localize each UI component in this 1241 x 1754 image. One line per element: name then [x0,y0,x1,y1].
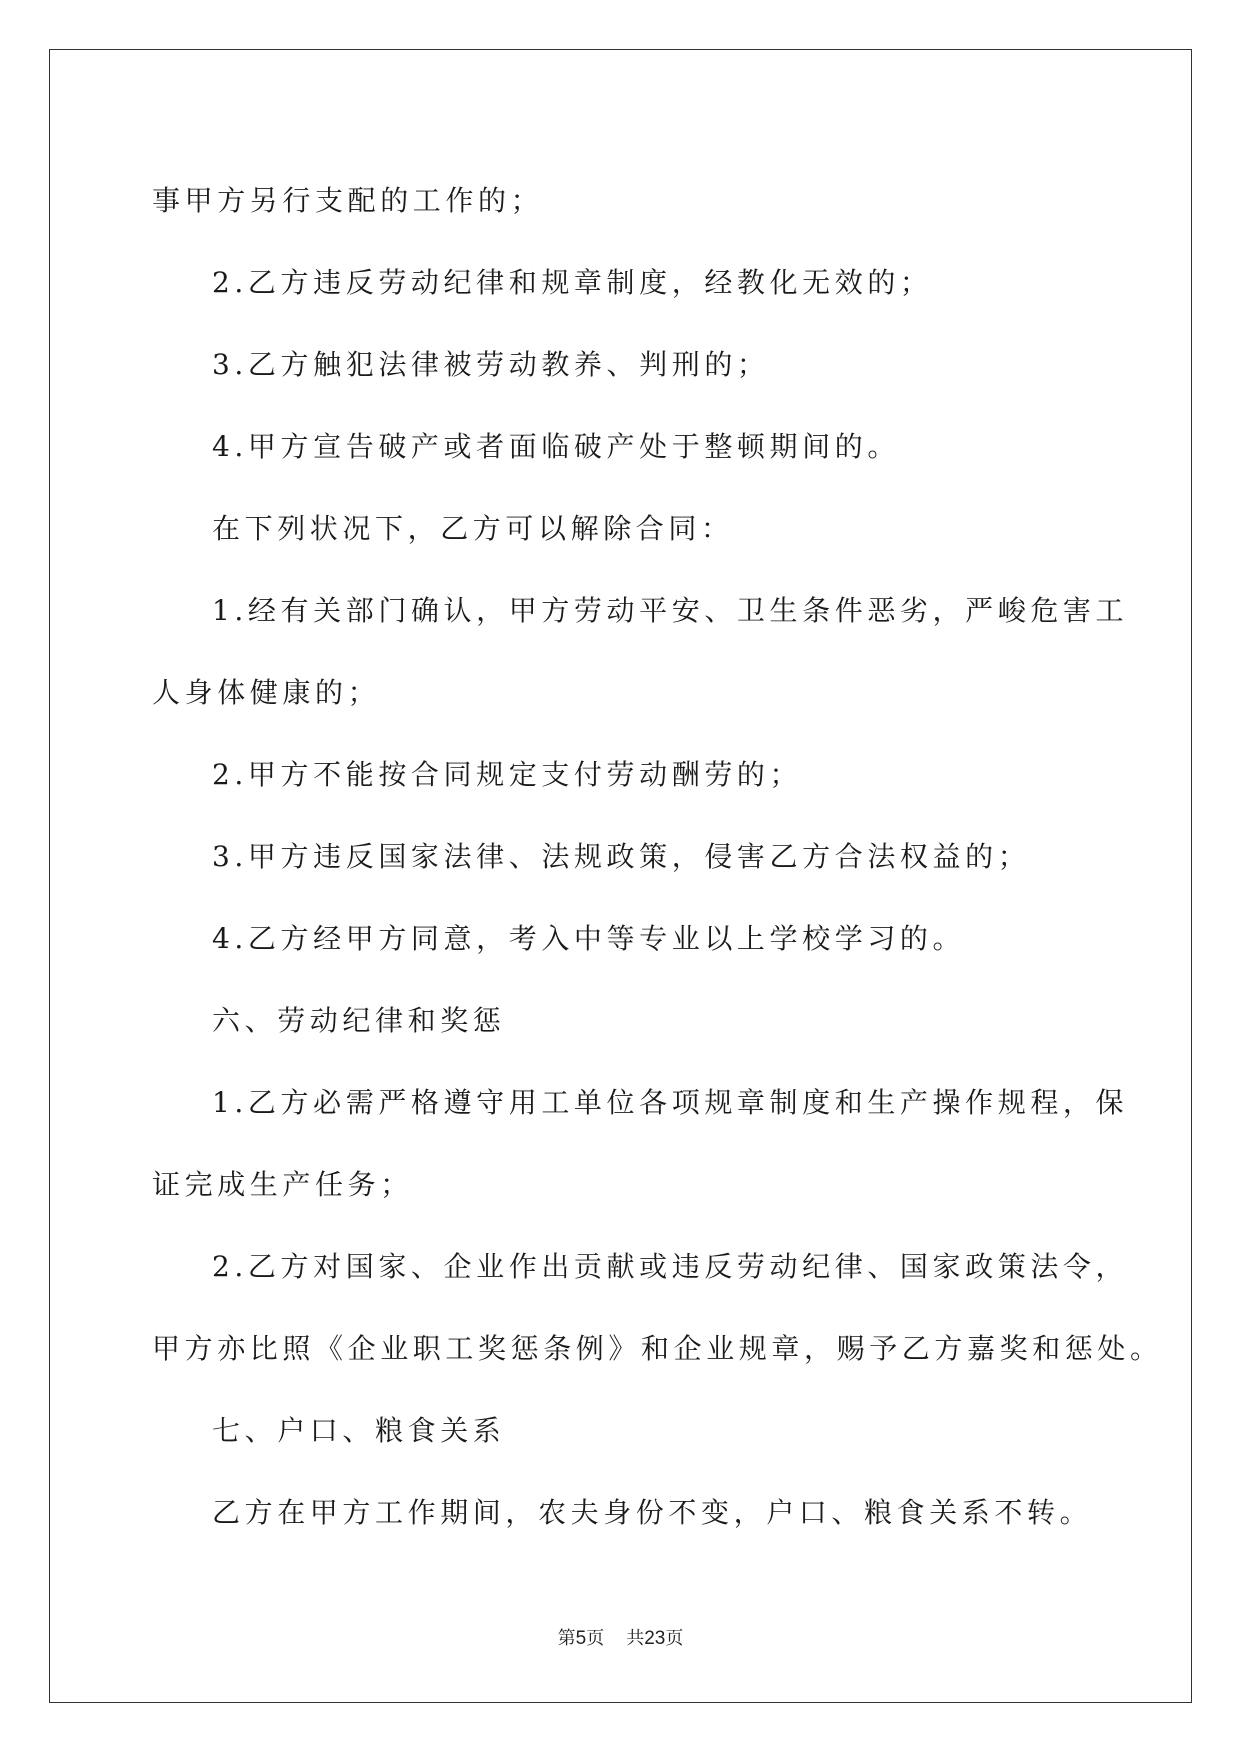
paragraph-10: 4.乙方经甲方同意，考入中等专业以上学校学习的。 [212,922,966,955]
paragraph-15: 甲方亦比照《企业职工奖惩条例》和企业规章，赐予乙方嘉奖和惩处。 [152,1332,1163,1365]
paragraph-14: 2.乙方对国家、企业作出贡献或违反劳动纪律、国家政策法令， [212,1250,1129,1283]
section-heading-6: 六、劳动纪律和奖惩 [212,1004,506,1037]
footer-page-suffix: 页 [586,1628,605,1649]
paragraph-1: 事甲方另行支配的工作的； [152,184,544,217]
footer-total-prefix: 共 [626,1628,645,1649]
paragraph-8: 2.甲方不能按合同规定支付劳动酬劳的； [212,758,803,791]
paragraph-6: 1.经有关部门确认，甲方劳动平安、卫生条件恶劣，严峻危害工 [212,594,1129,627]
total-page-count: 23 [644,1628,666,1649]
paragraph-3: 3.乙方触犯法律被劳动教养、判刑的； [212,348,770,381]
paragraph-17: 乙方在甲方工作期间，农夫身份不变，户口、粮食关系不转。 [212,1496,1093,1529]
document-body [152,160,1163,1554]
current-page-number: 5 [575,1628,587,1649]
paragraph-13: 证完成生产任务； [152,1168,413,1201]
paragraph-12: 1.乙方必需严格遵守用工单位各项规章制度和生产操作规程，保 [212,1086,1129,1119]
page-footer [0,1624,1241,1650]
paragraph-7: 人身体健康的； [152,676,381,709]
section-heading-7: 七、户口、粮食关系 [212,1414,506,1447]
paragraph-4: 4.甲方宣告破产或者面临破产处于整顿期间的。 [212,430,900,463]
paragraph-2: 2.乙方违反劳动纪律和规章制度，经教化无效的； [212,266,933,299]
footer-prefix: 第 [557,1628,576,1649]
paragraph-5: 在下列状况下，乙方可以解除合同： [212,512,734,545]
footer-total-suffix: 页 [665,1628,684,1649]
paragraph-9: 3.甲方违反国家法律、法规政策，侵害乙方合法权益的； [212,840,1031,873]
